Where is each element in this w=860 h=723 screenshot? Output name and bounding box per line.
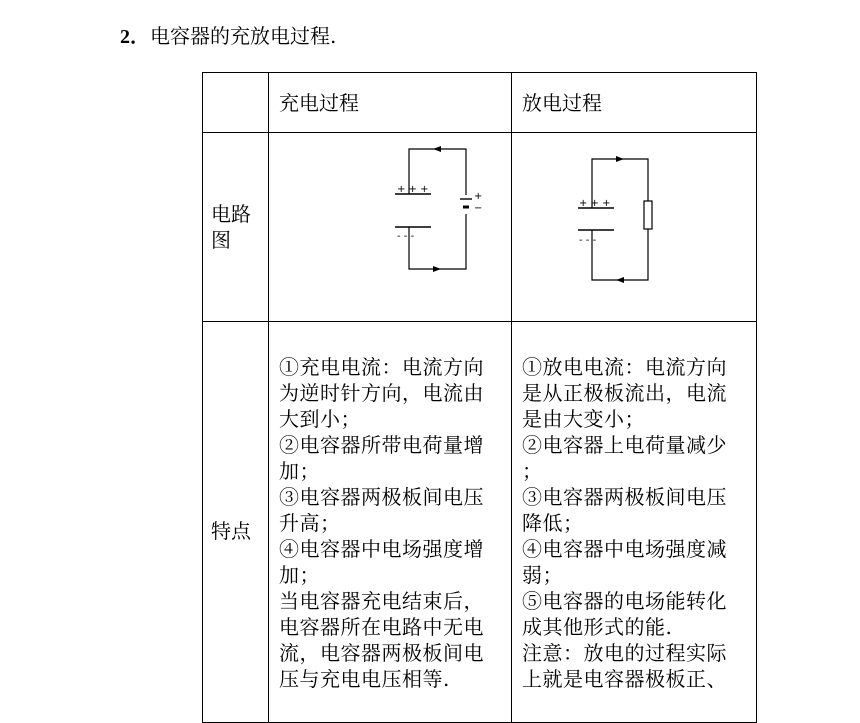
header-discharge-label: 放电过程 bbox=[522, 90, 602, 115]
charge-top-arrow bbox=[433, 146, 441, 152]
feature-line: ； bbox=[522, 459, 543, 483]
features-row bbox=[203, 322, 757, 723]
section-heading bbox=[120, 22, 336, 51]
charge-battery-plus: + bbox=[474, 191, 483, 202]
charge-features-cell bbox=[269, 322, 512, 723]
feature-line: 电容器所在电路中无电 bbox=[279, 615, 484, 639]
discharge-features-text bbox=[512, 352, 756, 692]
circuit-row-label-line1: 电路 bbox=[211, 202, 251, 226]
discharge-circuit-cell bbox=[512, 133, 757, 322]
header-charge-label: 充电过程 bbox=[279, 90, 359, 115]
circuit-row bbox=[203, 133, 757, 322]
circuit-row-label-line2: 图 bbox=[211, 228, 231, 252]
feature-line: 加； bbox=[279, 563, 320, 587]
feature-line: 上就是电容器极板正、 bbox=[522, 667, 727, 691]
feature-line: ②电容器所带电荷量增 bbox=[279, 433, 484, 457]
feature-line: ④电容器中电场强度减 bbox=[522, 537, 727, 561]
discharge-minus-signs: - - - bbox=[579, 235, 597, 246]
feature-line: 流，电容器两极板间电 bbox=[279, 641, 484, 665]
feature-line: ⑤电容器的电场能转化 bbox=[522, 589, 727, 613]
feature-line: 注意：放电的过程实际 bbox=[522, 641, 727, 665]
feature-line: ④电容器中电场强度增 bbox=[279, 537, 484, 561]
charge-bottom-wire bbox=[409, 214, 466, 269]
section-number: 2． bbox=[120, 26, 150, 48]
charge-battery-minus: − bbox=[474, 203, 483, 214]
feature-line: 弱； bbox=[522, 563, 563, 587]
discharge-resistor bbox=[644, 201, 652, 229]
feature-line: 加； bbox=[279, 459, 320, 483]
discharge-top-arrow bbox=[616, 156, 624, 162]
section-title: 电容器的充放电过程. bbox=[150, 24, 337, 48]
feature-line: ③电容器两极板间电压 bbox=[522, 485, 727, 509]
header-corner-cell bbox=[203, 73, 269, 133]
features-label-cell bbox=[203, 322, 269, 723]
charge-circuit-cell bbox=[269, 133, 512, 322]
feature-line: 为逆时针方向，电流由 bbox=[279, 381, 484, 405]
feature-line: 成其他形式的能. bbox=[522, 615, 673, 639]
feature-line: 是由大变小； bbox=[522, 407, 645, 431]
discharge-circuit-diagram bbox=[512, 133, 757, 317]
feature-line: ①充电电流：电流方向 bbox=[279, 355, 484, 379]
circuit-row-label-cell bbox=[203, 133, 269, 322]
feature-line: ③电容器两极板间电压 bbox=[279, 485, 484, 509]
discharge-features-cell bbox=[512, 322, 757, 723]
circuit-row-label bbox=[203, 201, 268, 253]
charge-circuit-diagram bbox=[269, 133, 512, 317]
charge-plus-signs: + + + bbox=[397, 184, 429, 195]
feature-line: 大到小； bbox=[279, 407, 361, 431]
discharge-plus-signs: + + + bbox=[579, 198, 611, 209]
feature-line: 当电容器充电结束后， bbox=[279, 589, 484, 613]
feature-line: 是从正极板流出，电流 bbox=[522, 381, 727, 405]
charge-features-text bbox=[269, 352, 511, 692]
feature-line: 升高； bbox=[279, 511, 341, 535]
charge-minus-signs: - - - bbox=[397, 231, 415, 242]
discharge-bottom-arrow bbox=[616, 277, 624, 283]
feature-line: ①放电电流：电流方向 bbox=[522, 355, 727, 379]
table-header-row bbox=[203, 73, 757, 133]
feature-line: 降低； bbox=[522, 511, 584, 535]
discharge-bottom-wire bbox=[592, 229, 648, 280]
comparison-table bbox=[202, 72, 757, 723]
features-label: 特点 bbox=[211, 519, 251, 543]
feature-line: ②电容器上电荷量减少 bbox=[522, 433, 727, 457]
feature-line: 压与充电电压相等. bbox=[279, 667, 450, 691]
header-discharge-cell bbox=[512, 73, 757, 133]
header-charge-cell bbox=[269, 73, 512, 133]
charge-bottom-arrow bbox=[433, 266, 441, 272]
